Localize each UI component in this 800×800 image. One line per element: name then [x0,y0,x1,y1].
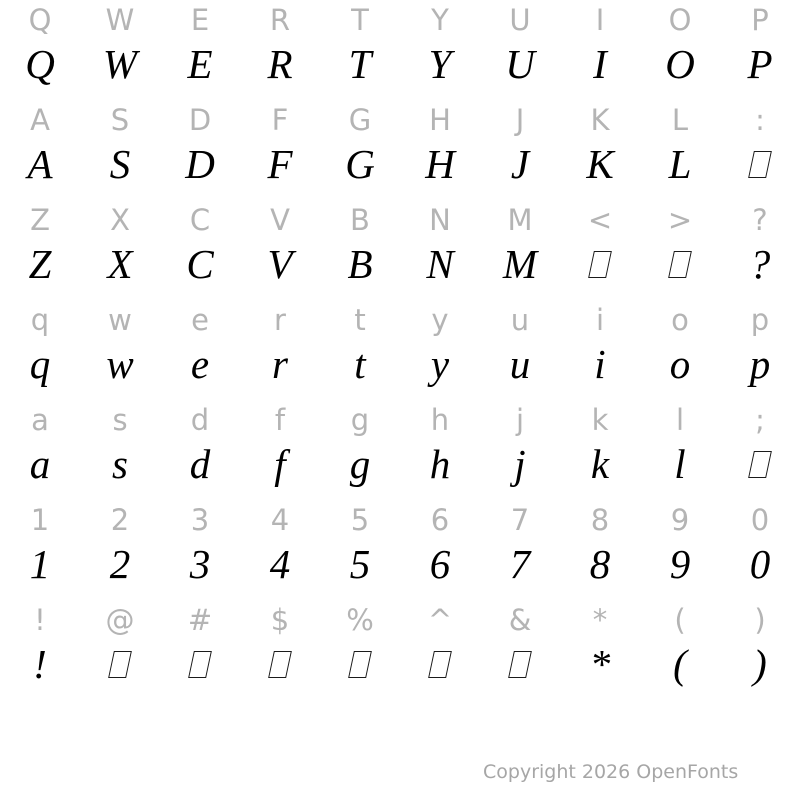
specimen-char: o [669,341,691,387]
reference-char: ) [754,603,766,637]
specimen-char: I [593,41,607,87]
reference-char: T [351,3,369,37]
specimen-line [0,640,800,688]
specimen-cell [720,140,800,188]
reference-char: a [31,403,49,437]
reference-char: o [671,303,689,337]
specimen-char: G [345,141,375,187]
reference-char: 8 [590,503,610,537]
specimen-char: ( [673,641,687,687]
reference-char: < [587,203,613,237]
specimen-cell [400,640,480,688]
reference-char: e [191,303,209,337]
specimen-char: W [102,41,138,87]
reference-char: 0 [750,503,770,537]
reference-char: X [110,203,130,237]
reference-line [0,0,800,40]
specimen-char: i [594,341,606,387]
reference-char: $ [270,603,290,637]
reference-char: t [354,303,366,337]
specimen-char: O [665,41,695,87]
reference-char: V [270,203,290,237]
missing-glyph-box [428,651,452,678]
reference-char: y [431,303,449,337]
reference-line [0,200,800,240]
specimen-char: r [272,341,288,387]
specimen-char: ? [749,241,771,287]
specimen-char: S [109,141,131,187]
missing-glyph-box [508,651,532,678]
reference-char: O [668,3,692,37]
reference-char: G [348,103,372,137]
specimen-line [0,240,800,288]
reference-char: B [350,203,370,237]
reference-char: % [346,603,374,637]
missing-glyph-box [188,651,212,678]
reference-char: h [430,403,450,437]
specimen-char: d [189,441,211,487]
specimen-char: g [349,441,371,487]
reference-char: W [105,3,135,37]
reference-char: U [509,3,531,37]
reference-char: & [508,603,532,637]
specimen-char: f [274,441,286,487]
specimen-char: X [107,241,133,287]
reference-char: j [515,403,525,437]
specimen-char: 5 [349,541,371,587]
specimen-char: l [674,441,686,487]
missing-glyph-box [268,651,292,678]
reference-char: M [507,203,533,237]
reference-char: A [30,103,50,137]
reference-char: 9 [670,503,690,537]
specimen-char: C [186,241,214,287]
specimen-char: 7 [509,541,531,587]
specimen-char: a [29,441,51,487]
specimen-char: K [586,141,614,187]
reference-char: i [595,303,605,337]
reference-char: P [751,3,769,37]
missing-glyph-box [348,651,372,678]
charmap-row-pair [0,100,800,200]
specimen-cell [640,240,720,288]
reference-char: 2 [110,503,130,537]
specimen-char: H [425,141,455,187]
specimen-char: * [589,641,611,687]
reference-char: 3 [190,503,210,537]
specimen-char: j [514,441,526,487]
charmap-row-pair [0,200,800,300]
specimen-char: y [430,341,450,387]
specimen-char: Y [428,41,452,87]
specimen-char: h [429,441,451,487]
specimen-char: ) [753,641,767,687]
reference-char: E [190,3,210,37]
specimen-char: F [267,141,293,187]
specimen-cell [320,640,400,688]
specimen-char: 3 [189,541,211,587]
reference-char: ( [674,603,686,637]
reference-char: r [274,303,286,337]
specimen-char: Q [25,41,55,87]
specimen-cell [240,640,320,688]
specimen-char: 8 [589,541,611,587]
reference-char: F [271,103,289,137]
specimen-char: R [267,41,293,87]
reference-char: K [590,103,610,137]
reference-char: u [510,303,530,337]
charmap-row-pair [0,400,800,500]
reference-line [0,100,800,140]
specimen-char: 1 [29,541,51,587]
reference-char: 4 [270,503,290,537]
reference-char: Y [431,3,449,37]
reference-line [0,400,800,440]
specimen-char: 6 [429,541,451,587]
reference-char: p [750,303,770,337]
specimen-char: D [185,141,215,187]
specimen-cell [480,640,560,688]
reference-char: k [591,403,609,437]
specimen-char: P [747,41,773,87]
specimen-char: A [27,141,53,187]
specimen-line [0,140,800,188]
charmap-row-pair [0,0,800,100]
charmap-row-pair [0,300,800,400]
specimen-char: J [510,141,530,187]
reference-char: f [274,403,286,437]
reference-line [0,500,800,540]
specimen-char: B [347,241,373,287]
missing-glyph-box [748,451,772,478]
specimen-char: N [426,241,454,287]
reference-line [0,300,800,340]
reference-char: N [429,203,451,237]
reference-char: ! [34,603,46,637]
specimen-char: E [187,41,213,87]
specimen-char: k [590,441,610,487]
reference-char: w [108,303,132,337]
specimen-cell [560,240,640,288]
specimen-char: t [354,341,366,387]
specimen-char: s [112,441,128,487]
specimen-char: p [749,341,771,387]
reference-char: I [595,3,605,37]
specimen-char: 0 [749,541,771,587]
reference-char: Q [28,3,52,37]
specimen-line [0,540,800,588]
charmap-row-pair [0,500,800,600]
specimen-char: V [267,241,293,287]
specimen-cell [160,640,240,688]
reference-char: H [429,103,451,137]
reference-char: ; [755,403,765,437]
specimen-char: Z [28,241,52,287]
specimen-char: M [502,241,538,287]
specimen-char: q [29,341,51,387]
reference-char: l [675,403,685,437]
reference-char: C [189,203,211,237]
specimen-char: L [668,141,692,187]
reference-char: d [190,403,210,437]
specimen-char: w [106,341,134,387]
specimen-cell [80,640,160,688]
missing-glyph-box [748,151,772,178]
specimen-char: 4 [269,541,291,587]
specimen-char: e [190,341,210,387]
reference-char: ^ [427,603,453,637]
reference-char: L [671,103,689,137]
missing-glyph-box [588,251,612,278]
reference-char: R [269,3,291,37]
specimen-char: U [505,41,535,87]
missing-glyph-box [668,251,692,278]
reference-char: g [350,403,370,437]
reference-char: s [112,403,128,437]
specimen-line [0,40,800,88]
reference-char: ? [752,203,768,237]
reference-char: 5 [350,503,370,537]
specimen-line [0,440,800,488]
reference-char: 7 [510,503,530,537]
reference-char: > [667,203,693,237]
reference-char: 6 [430,503,450,537]
specimen-cell [720,440,800,488]
reference-line [0,600,800,640]
reference-char: Z [30,203,50,237]
missing-glyph-box [108,651,132,678]
reference-char: S [110,103,130,137]
reference-char: D [188,103,212,137]
reference-char: q [30,303,50,337]
reference-char: : [755,103,765,137]
specimen-char: 9 [669,541,691,587]
specimen-line [0,340,800,388]
specimen-char: ! [33,641,47,687]
copyright-text: Copyright 2026 OpenFonts [483,761,739,783]
reference-char: # [187,603,213,637]
reference-char: 1 [30,503,50,537]
reference-char: * [592,603,608,637]
charmap-row-pair [0,600,800,700]
specimen-char: u [509,341,531,387]
specimen-char: T [348,41,372,87]
specimen-char: 2 [109,541,131,587]
reference-char: @ [105,603,135,637]
reference-char: J [515,103,525,137]
